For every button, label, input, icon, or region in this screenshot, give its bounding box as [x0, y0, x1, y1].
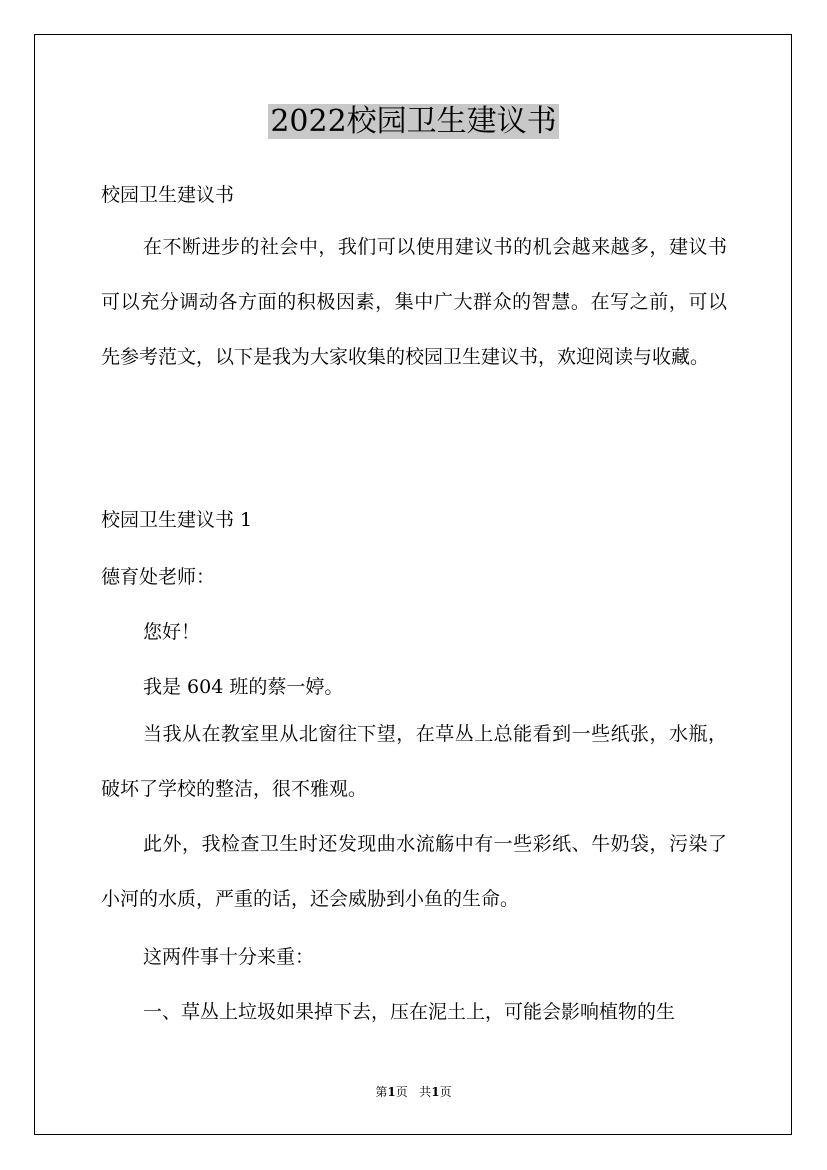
document-title-wrap: [0, 100, 827, 144]
footer-page-total: 1: [431, 1085, 440, 1099]
self-introduction: 我是 604 班的蔡一婷。: [143, 676, 344, 698]
footer-page-current: 1: [387, 1085, 396, 1099]
paragraph-2: 此外，我检查卫生时还发现曲水流觞中有一些彩纸、牛奶袋，污染了小河的水质，严重的话，还会威胁到小鱼的生命。: [101, 833, 727, 910]
greeting: 您好！: [143, 621, 201, 643]
page-footer: [0, 1083, 827, 1100]
paragraph-1: 当我从在教室里从北窗往下望，在草丛上总能看到一些纸张，水瓶，破坏了学校的整洁，很不雅观。: [101, 723, 727, 800]
section-heading: 校园卫生建议书 1: [101, 509, 253, 531]
document-subtitle: 校园卫生建议书: [101, 184, 235, 206]
paragraph-4: 一、草丛上垃圾如果掉下去，压在泥土上，可能会影响植物的生: [143, 1001, 676, 1023]
document-title: 2022校园卫生建议书: [270, 104, 557, 139]
intro-paragraph: 在不断进步的社会中，我们可以使用建议书的机会越来越多，建议书可以充分调动各方面的积极因素，集中广大群众的智慧。在写之前，可以先参考范文，以下是我为大家收集的校园卫生建议书，欢迎阅读与收藏。: [101, 236, 727, 368]
footer-mid: 页 共: [395, 1085, 432, 1099]
salutation: 德育处老师：: [101, 566, 216, 588]
footer-prefix: 第: [375, 1085, 388, 1099]
footer-suffix: 页: [439, 1085, 452, 1099]
paragraph-3: 这两件事十分来重：: [143, 946, 315, 968]
